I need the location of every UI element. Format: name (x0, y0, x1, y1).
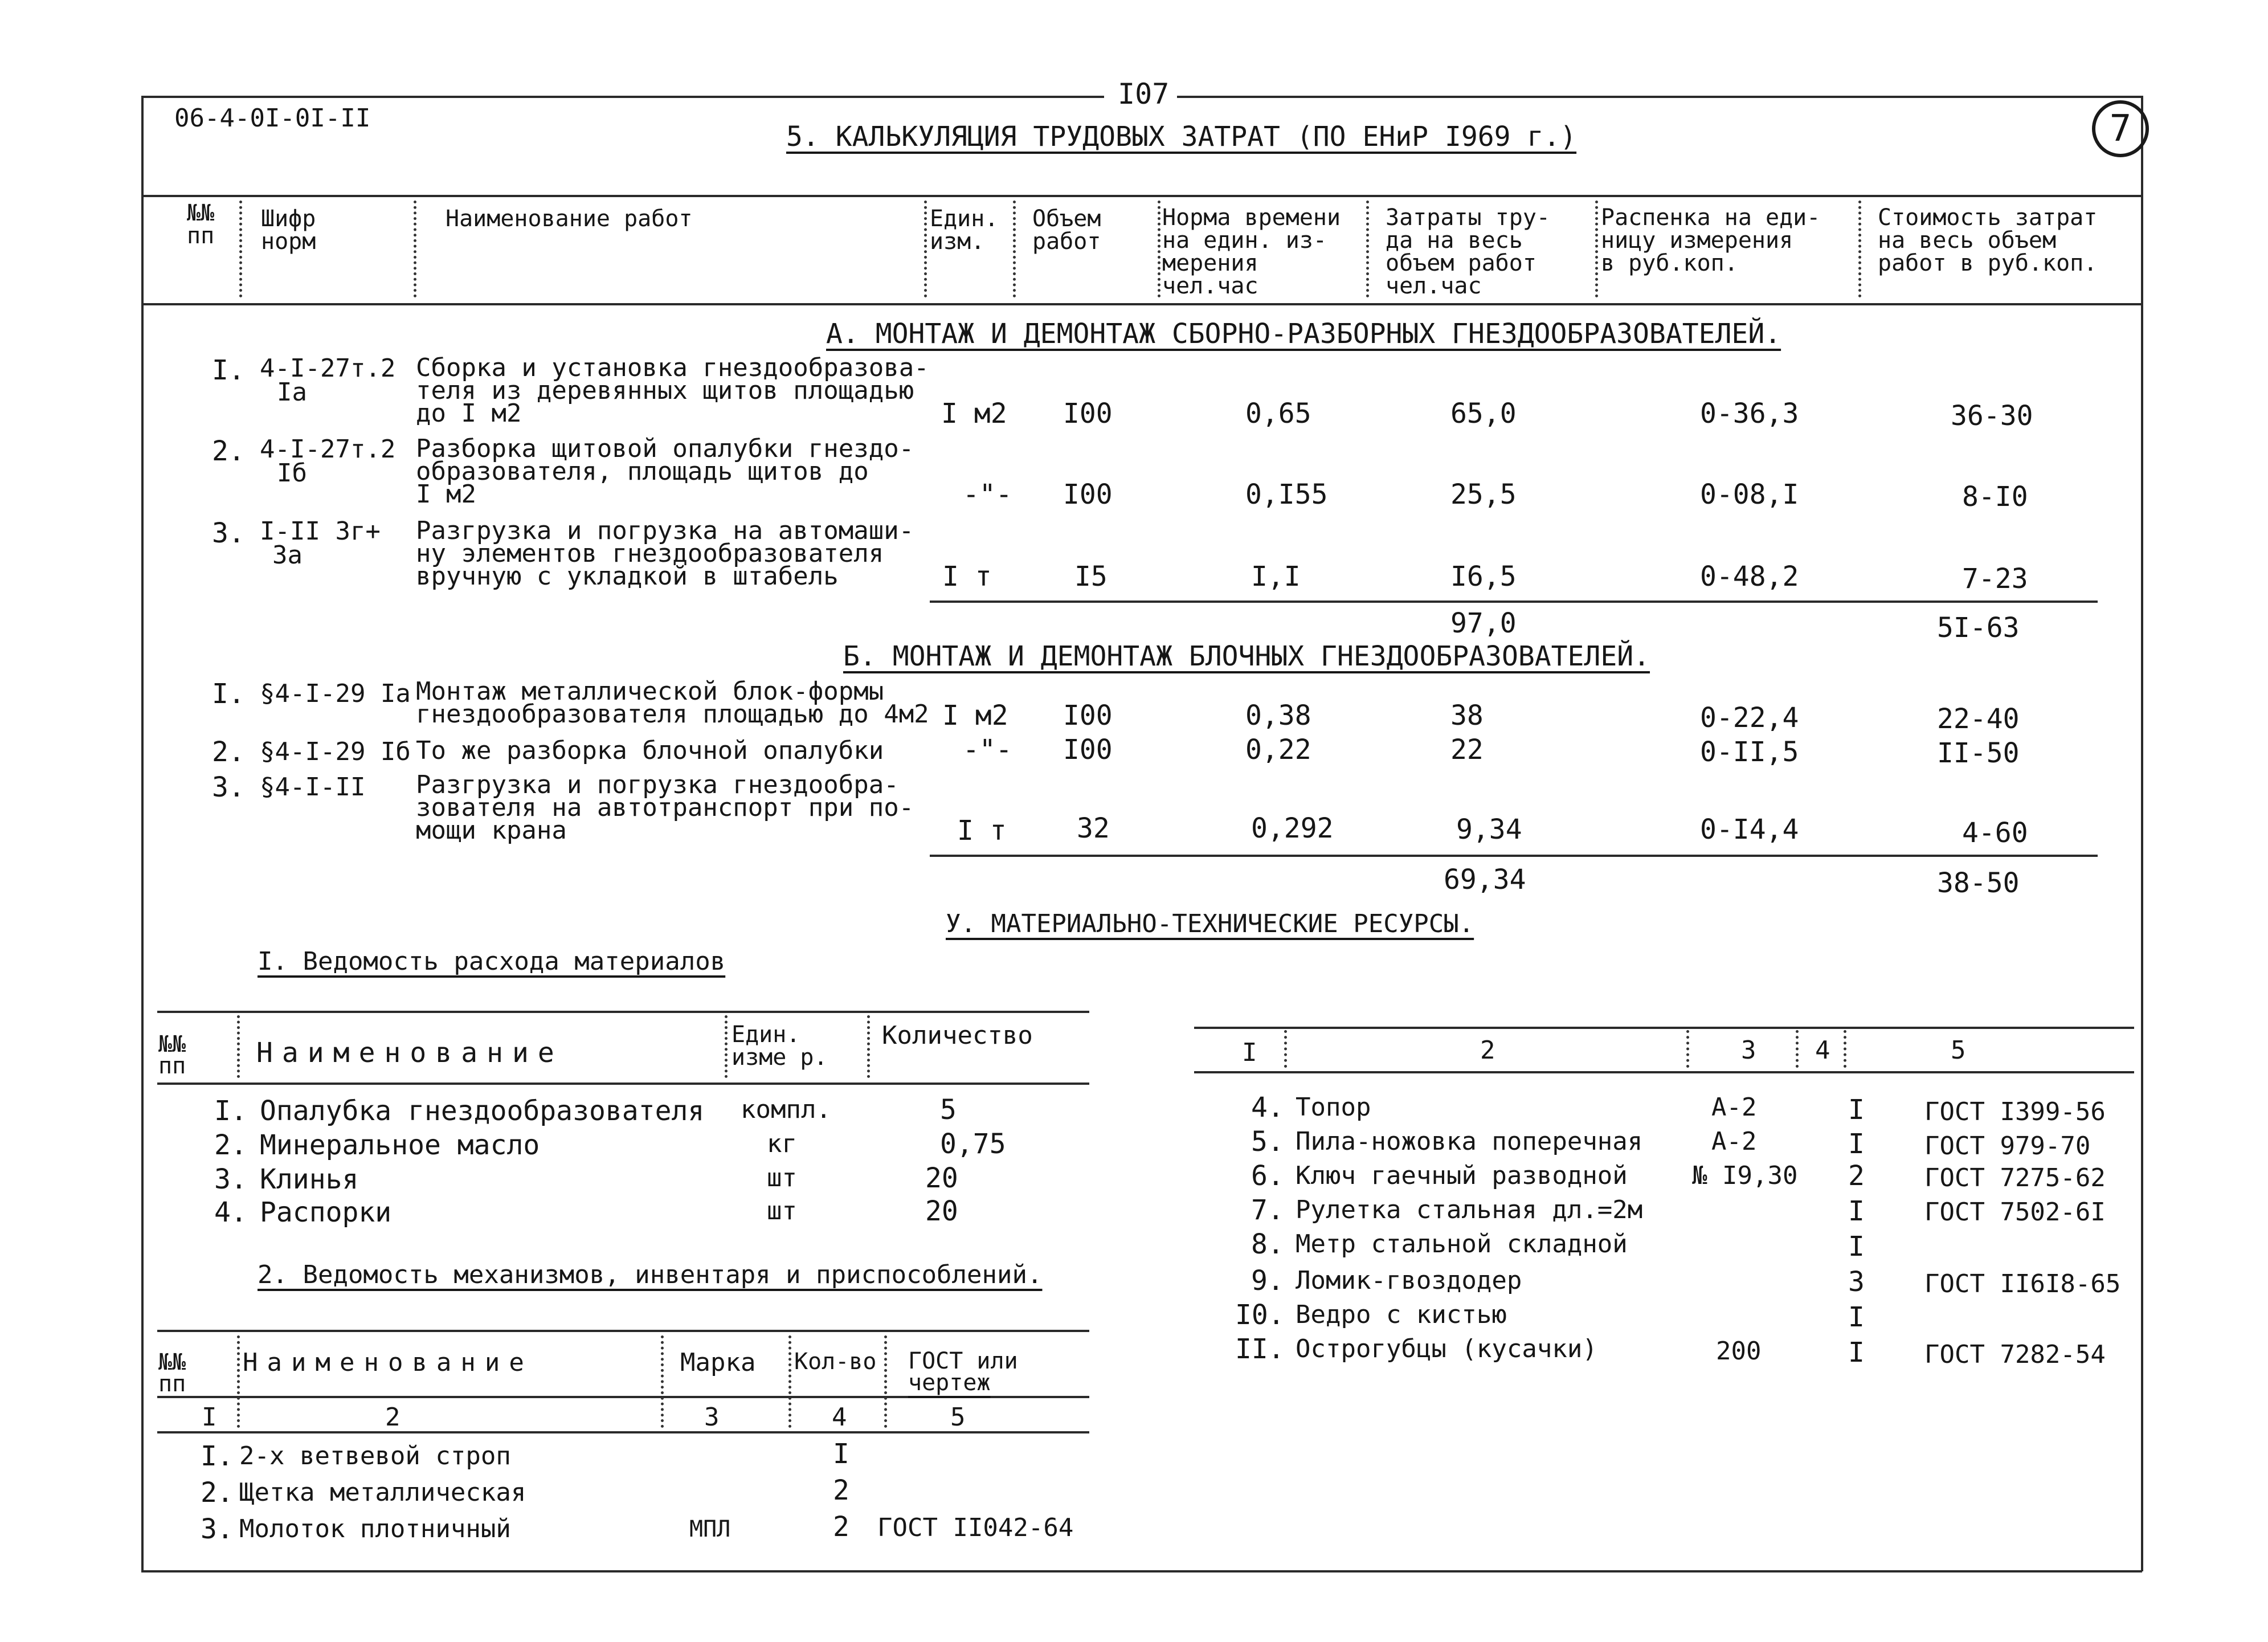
frame-right (2141, 96, 2143, 1571)
b1-norm: 0,38 (1245, 700, 1311, 732)
b1-unit: I м2 (942, 700, 1008, 732)
hdr-sep-8 (1858, 201, 1861, 297)
b3-cost: 4-60 (1962, 817, 2028, 849)
cont-9-num: 9. (1251, 1265, 1284, 1297)
a2-name: Разборка щитовой опалубки гнездо- образователя, площадь щитов до I м2 (416, 434, 914, 509)
mech-colnum-4: 4 (832, 1403, 847, 1432)
a3-labor: I6,5 (1450, 561, 1517, 593)
a2-code: 4-I-27т.2 Iб (260, 435, 396, 488)
groupA-total-line (930, 601, 2098, 603)
cont-colnum-4: 4 (1815, 1036, 1830, 1065)
b2-num: 2. (212, 736, 245, 768)
b3-name: Разгрузка и погрузка гнездообра- зователя на автотранспорт при по- мощи крана (416, 770, 914, 845)
cont-4-gost: ГОСТ I399-56 (1924, 1097, 2106, 1126)
section6-title: У. МАТЕРИАЛЬНО-ТЕХНИЧЕСКИЕ РЕСУРСЫ. (946, 909, 1474, 938)
mat-2-unit: кг (767, 1129, 797, 1158)
b1-rate: 0-22,4 (1700, 702, 1799, 734)
groupA-title: А. МОНТАЖ И ДЕМОНТАЖ СБОРНО-РАЗБОРНЫХ ГНЕЗДООБРАЗОВАТЕЛЕЙ. (826, 318, 1781, 350)
cont-7-num: 7. (1251, 1194, 1284, 1226)
cont-4-qty: I (1848, 1094, 1865, 1126)
cont-5-name: Пила-ножовка поперечная (1296, 1127, 1643, 1156)
cont-sep-3 (1796, 1030, 1799, 1068)
a2-unit: -"- (963, 479, 1012, 510)
hdr-sep-4 (1013, 201, 1016, 297)
mech-2-name: Щетка металлическая (239, 1478, 526, 1507)
cont-10-qty: I (1848, 1301, 1865, 1333)
hdr-sep-6 (1366, 201, 1369, 297)
hdr-name: Наименование работ (446, 206, 693, 232)
b1-num: I. (212, 678, 245, 710)
a1-num: I. (212, 354, 245, 386)
table-header-top (141, 195, 2141, 197)
hdr-sep-5 (1158, 201, 1160, 297)
cont-9-gost: ГОСТ II6I8-65 (1924, 1269, 2121, 1298)
mech-1-name: 2-х ветвевой строп (239, 1441, 511, 1471)
mat-1-qty: 5 (940, 1094, 957, 1126)
mech-hdr-top (157, 1330, 1089, 1332)
mat-4-name: Распорки (260, 1196, 392, 1228)
mat-1-name: Опалубка гнездообразователя (260, 1095, 705, 1127)
cont-7-name: Рулетка стальная дл.=2м (1296, 1195, 1643, 1224)
a3-rate: 0-48,2 (1700, 561, 1799, 593)
mech-3-num: 3. (201, 1513, 234, 1545)
a1-norm: 0,65 (1245, 398, 1311, 430)
cont-9-qty: 3 (1848, 1266, 1865, 1298)
mech-hdr-mid (157, 1396, 1089, 1398)
hdr-labor: Затраты тру- да на весь объем работ чел.час (1386, 205, 1550, 299)
groupA-total-cost: 5I-63 (1937, 612, 2020, 644)
mat-hdr-unit: Един. изме р. (732, 1022, 828, 1071)
cont-4-mark: А-2 (1711, 1093, 1757, 1122)
mat-1-unit: компл. (741, 1095, 831, 1124)
cont-11-name: Острогубцы (кусачки) (1296, 1334, 1597, 1363)
frame-bottom (141, 1570, 2142, 1572)
a2-labor: 25,5 (1450, 479, 1517, 510)
a3-cost: 7-23 (1962, 563, 2028, 595)
mechanisms-title: 2. Ведомость механизмов, инвентаря и приспособлений. (258, 1260, 1043, 1289)
mech-hdr-num: №№ пп (158, 1349, 186, 1397)
hdr-code: Шифр норм (261, 206, 316, 255)
b2-unit: -"- (963, 734, 1012, 766)
a2-rate: 0-08,I (1700, 479, 1799, 510)
b1-cost: 22-40 (1937, 703, 2020, 735)
mech-colnum-1: I (202, 1403, 217, 1432)
page-badge: 7 (2092, 100, 2149, 157)
b3-code: §4-I-II (260, 773, 366, 802)
b1-volume: I00 (1063, 700, 1113, 732)
frame-left (141, 96, 144, 1571)
mat-hdr-num: №№ пп (158, 1031, 186, 1079)
cont-6-mark: № I9,30 (1692, 1161, 1798, 1190)
mat-2-qty: 0,75 (940, 1128, 1006, 1160)
mat-3-num: 3. (214, 1163, 247, 1195)
mech-sep-1 (237, 1335, 240, 1428)
groupB-total-cost: 38-50 (1937, 867, 2020, 899)
mech-1-num: I. (201, 1440, 234, 1472)
a3-norm: I,I (1251, 561, 1301, 593)
doc-code: 06-4-0I-0I-II (174, 104, 371, 133)
groupB-total-labor: 69,34 (1444, 864, 1526, 896)
mech-hdr-mark: Марка (680, 1348, 756, 1377)
cont-5-qty: I (1848, 1128, 1865, 1160)
table-header-bottom (141, 303, 2141, 305)
mat-4-num: 4. (214, 1196, 247, 1228)
a1-name: Сборка и установка гнездообразова- теля из деревянных щитов площадью до I м2 (416, 353, 929, 428)
cont-7-qty: I (1848, 1195, 1865, 1227)
cont-hdr-bottom (1194, 1071, 2134, 1073)
cont-8-name: Метр стальной складной (1296, 1230, 1628, 1259)
b3-norm: 0,292 (1251, 812, 1334, 844)
cont-sep-2 (1686, 1030, 1689, 1068)
mech-hdr-name: Наименование (243, 1348, 533, 1377)
mech-hdr-qty: Кол-во (794, 1349, 877, 1375)
b3-volume: 32 (1077, 812, 1110, 844)
page-number: I07 (1118, 77, 1170, 111)
a1-rate: 0-36,3 (1700, 398, 1799, 430)
materials-title: I. Ведомость расхода материалов (258, 947, 726, 976)
b3-rate: 0-I4,4 (1700, 814, 1799, 845)
b2-norm: 0,22 (1245, 734, 1311, 766)
b2-code: §4-I-29 Iб (260, 737, 411, 766)
cont-colnum-2: 2 (1480, 1036, 1495, 1065)
hdr-sep-2 (414, 201, 416, 297)
cont-4-name: Топор (1296, 1093, 1371, 1122)
mat-hdr-bottom (157, 1083, 1089, 1085)
mech-sep-3 (788, 1335, 791, 1428)
a3-unit: I т (942, 561, 992, 593)
cont-11-num: II. (1235, 1333, 1285, 1365)
a1-code: 4-I-27т.2 Iа (260, 354, 396, 407)
cont-hdr-top (1194, 1027, 2134, 1029)
a2-num: 2. (212, 435, 245, 467)
groupB-total-line (930, 855, 2098, 857)
cont-5-gost: ГОСТ 979-70 (1924, 1132, 2091, 1161)
a3-code: I-II 3г+ 3а (260, 517, 381, 570)
cont-11-gost: ГОСТ 7282-54 (1924, 1340, 2106, 1369)
cont-7-gost: ГОСТ 7502-6I (1924, 1198, 2106, 1227)
cont-sep-1 (1284, 1030, 1287, 1068)
hdr-rate: Распенка на еди- ницу измерения в руб.коп. (1601, 205, 1821, 276)
a1-cost: 36-30 (1951, 400, 2033, 432)
hdr-sep-1 (239, 201, 242, 297)
mat-sep-2 (725, 1015, 728, 1078)
cont-10-num: I0. (1235, 1299, 1285, 1331)
mech-3-qty: 2 (833, 1511, 849, 1543)
cont-4-num: 4. (1251, 1092, 1284, 1124)
b1-code: §4-I-29 Iа (260, 679, 411, 708)
mech-sep-2 (661, 1335, 664, 1428)
cont-8-num: 8. (1251, 1228, 1284, 1260)
cont-colnum-1: I (1242, 1038, 1257, 1067)
cont-11-mark: 200 (1716, 1337, 1762, 1366)
cont-11-qty: I (1848, 1337, 1865, 1369)
mat-4-unit: шт (767, 1196, 797, 1226)
cont-colnum-5: 5 (1951, 1036, 1966, 1065)
mat-3-qty: 20 (925, 1162, 958, 1194)
b2-volume: I00 (1063, 734, 1113, 766)
frame-top-right (1177, 96, 2142, 98)
groupB-title: Б. МОНТАЖ И ДЕМОНТАЖ БЛОЧНЫХ ГНЕЗДООБРАЗОВАТЕЛЕЙ. (843, 640, 1650, 672)
mat-4-qty: 20 (925, 1195, 958, 1227)
section5-title: 5. КАЛЬКУЛЯЦИЯ ТРУДОВЫХ ЗАТРАТ (ПО ЕНиР I969 г.) (786, 121, 1577, 153)
cont-6-qty: 2 (1848, 1160, 1865, 1192)
cont-sep-4 (1844, 1030, 1846, 1068)
mech-colnum-3: 3 (704, 1403, 720, 1432)
mech-colnum-bottom (157, 1431, 1089, 1433)
cont-6-gost: ГОСТ 7275-62 (1924, 1163, 2106, 1192)
mat-hdr-qty: Количество (882, 1021, 1033, 1050)
a1-labor: 65,0 (1450, 398, 1517, 430)
mat-2-num: 2. (214, 1129, 247, 1161)
mat-sep-3 (867, 1015, 870, 1078)
mech-colnum-5: 5 (950, 1403, 966, 1432)
frame-top-left (141, 96, 1104, 98)
hdr-unit: Един. изм. (930, 206, 999, 255)
cont-6-num: 6. (1251, 1160, 1284, 1192)
hdr-sep-7 (1595, 201, 1598, 297)
mech-colnum-2: 2 (385, 1403, 401, 1432)
hdr-norm: Норма времени на един. из- мерения чел.час (1162, 205, 1341, 299)
mat-sep-1 (237, 1015, 240, 1078)
mat-1-num: I. (214, 1095, 247, 1127)
mech-3-gost: ГОСТ II042-64 (877, 1513, 1074, 1542)
b3-num: 3. (212, 771, 245, 803)
hdr-cost: Стоимость затрат на весь объем работ в руб.коп. (1878, 205, 2098, 276)
cont-5-num: 5. (1251, 1126, 1284, 1158)
b1-name: Монтаж металлической блок-формы гнездообразователя площадью до 4м2 (416, 677, 929, 729)
hdr-sep-3 (924, 201, 927, 297)
mech-3-mark: МПЛ (689, 1516, 731, 1542)
mech-2-qty: 2 (833, 1474, 849, 1506)
cont-5-mark: А-2 (1711, 1127, 1757, 1156)
b3-unit: I т (957, 815, 1007, 847)
mech-1-qty: I (833, 1438, 849, 1470)
cont-6-name: Ключ гаечный разводной (1296, 1161, 1628, 1190)
b2-cost: II-50 (1937, 737, 2020, 769)
groupA-total-labor: 97,0 (1450, 607, 1517, 639)
mat-hdr-top (157, 1011, 1089, 1013)
a2-volume: I00 (1063, 479, 1113, 510)
mech-2-num: 2. (201, 1477, 234, 1509)
mat-3-unit: шт (767, 1163, 797, 1192)
mech-hdr-gost: ГОСТ или чертеж (908, 1348, 1018, 1396)
cont-colnum-3: 3 (1741, 1036, 1756, 1065)
a1-unit: I м2 (941, 398, 1007, 430)
b2-name: То же разборка блочной опалубки (416, 736, 884, 765)
b2-labor: 22 (1450, 734, 1484, 766)
b3-labor: 9,34 (1456, 814, 1522, 845)
a2-cost: 8-I0 (1962, 481, 2028, 513)
a3-volume: I5 (1074, 561, 1108, 593)
a3-name: Разгрузка и погрузка на автомаши- ну элементов гнездообразователя вручную с укладкой в штабель (416, 516, 914, 591)
mech-3-name: Молоток плотничный (239, 1514, 511, 1543)
cont-10-name: Ведро с кистью (1296, 1300, 1507, 1329)
b1-labor: 38 (1450, 700, 1484, 732)
mech-sep-4 (884, 1335, 887, 1428)
hdr-num: №№ пп (187, 200, 215, 249)
mat-3-name: Клинья (260, 1163, 359, 1195)
cont-8-qty: I (1848, 1231, 1865, 1263)
cont-9-name: Ломик-гвоздодер (1296, 1266, 1522, 1295)
mat-2-name: Минеральное масло (260, 1129, 540, 1161)
a2-norm: 0,I55 (1245, 479, 1328, 510)
a1-volume: I00 (1063, 398, 1113, 430)
a3-num: 3. (212, 517, 245, 549)
b2-rate: 0-II,5 (1700, 736, 1799, 768)
hdr-volume: Объем работ (1032, 206, 1101, 255)
mat-hdr-name: Наименование (256, 1037, 563, 1069)
